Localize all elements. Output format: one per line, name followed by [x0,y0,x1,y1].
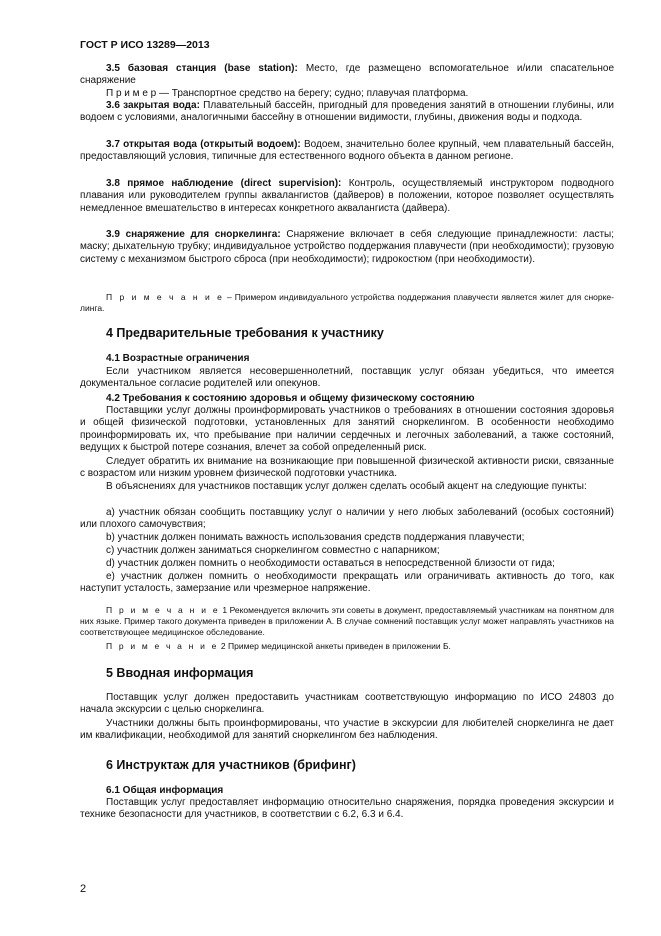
term-3-9: 3.9 снаряжение для сноркелинга: Снаряжение включает в себя следующие принадлежности: ласты; маску; дыхательную трубку; индивидуальное устройство поддержания плавучести (при необходимости); грузовую систему с механизмом быстрого сброса (при необходимости); гидрокостюм (при необходимости). [80,229,614,265]
para-4-2b: Следует обратить их внимание на возникающие при повышенной физической активности риски, связанные с возрастом или низким уровнем физической подготовки участника. [80,456,614,480]
term-3-8: 3.8 прямое наблюдение (direct supervision): Контроль, осуществляемый инструктором подводного плавания или руководителем группы аквалангистов (дайверов) в положении, которое позволяет осуществлять немедленное вмешательство в интересах конкретного аквалангиста (дайвера). [80,178,614,214]
list-item-e: e) участник должен помнить о необходимости прекращать или ограничивать активность до того, как наступит усталость, замерзание или чрезмерное напряжение. [80,571,614,595]
term-3-5: 3.5 базовая станция (base station): Место, где размещено вспомогательное и/или спасательное снаряжение [80,63,615,87]
document-header: ГОСТ Р ИСО 13289—2013 [80,39,210,51]
para-4-1: Если участником является несовершеннолетний, поставщик услуг обязан убедиться, что имеется документальное согласие родителей или опекунов. [80,366,614,390]
note-4-1: П р и м е ч а н и е 1 Рекомендуется включить эти советы в документ, предоставляемый участникам на понятном для них языке. Пример такого документа приведен в приложении А. В случае сомнений поставщик услуг может направлять участников на соответствующее медицинское обследование. [80,605,614,637]
list-item-b: b) участник должен понимать важность использования средств поддержания плавучести; [106,532,525,543]
list-item-d: d) участник должен помнить о необходимости оставаться в непосредственной близости от гида; [106,558,555,569]
term-3-7: 3.7 открытая вода (открытый водоем): Водоем, значительно более крупный, чем плавательный бассейн, предоставляющий условия, типичные для естественного водного объекта в данном регионе. [80,139,614,163]
page-number: 2 [80,883,87,895]
para-4-2c: В объяснениях для участников поставщик услуг должен сделать особый акцент на следующие пункты: [106,481,587,492]
list-item-a: a) участник обязан сообщить поставщику услуг о наличии у него любых заболеваний (особых состояний) или плохого самочувствия; [80,507,614,531]
note-3-9: П р и м е ч а н и е – Примером индивидуального устройства поддержания плавучести является жилет для сноркелинга. [80,292,614,313]
term-3-6: 3.6 закрытая вода: Плавательный бассейн, пригодный для проведения занятий в отношении глубины, или водоем с условиями, аналогичными бассейну в отношении видимости, глубины, движения воды и подхода. [80,100,614,124]
section-5-title: 5 Вводная информация [106,666,254,680]
section-4-title: 4 Предварительные требования к участнику [106,326,384,340]
note-4-2: П р и м е ч а н и е 2 Пример медицинской анкеты приведен в приложении Б. [106,641,451,651]
list-item-c: c) участник должен заниматься сноркелингом совместно с напарником; [106,545,440,556]
para-5-1: Поставщик услуг должен предоставить участникам соответствующую информацию по ИСО 24803 до начала экскурсии с целью сноркелинга. [80,692,614,716]
para-5-2: Участники должны быть проинформированы, что участие в экскурсии для любителей сноркелинга не дает им квалификации, необходимой для занятий сноркелингом без наблюдения. [80,718,614,742]
heading-6-1: 6.1 Общая информация [106,785,224,796]
heading-4-1: 4.1 Возрастные ограничения [106,353,250,364]
example-3-5: П р и м е р — Транспортное средство на берегу; судно; плавучая платформа. [106,88,469,99]
section-6-title: 6 Инструктаж для участников (брифинг) [106,758,356,772]
para-6-1: Поставщик услуг предоставляет информацию относительно снаряжения, порядка проведения экскурсии и технике безопасности для участников, в соответствии с 6.2, 6.3 и 6.4. [80,797,614,821]
para-4-2a: Поставщики услуг должны проинформировать участников о требованиях в отношении состояния здоровья и общей физической подготовки, установленных для занятий сноркелингом. В особенности необходимо проинформировать их, что пребывание при наличии сердечных и легочных заболеваний, а также состояний, ведущих к быстрой потере сознания, влечет за собой определенный риск. [80,405,614,454]
heading-4-2: 4.2 Требования к состоянию здоровья и общему физическому состоянию [106,393,475,404]
